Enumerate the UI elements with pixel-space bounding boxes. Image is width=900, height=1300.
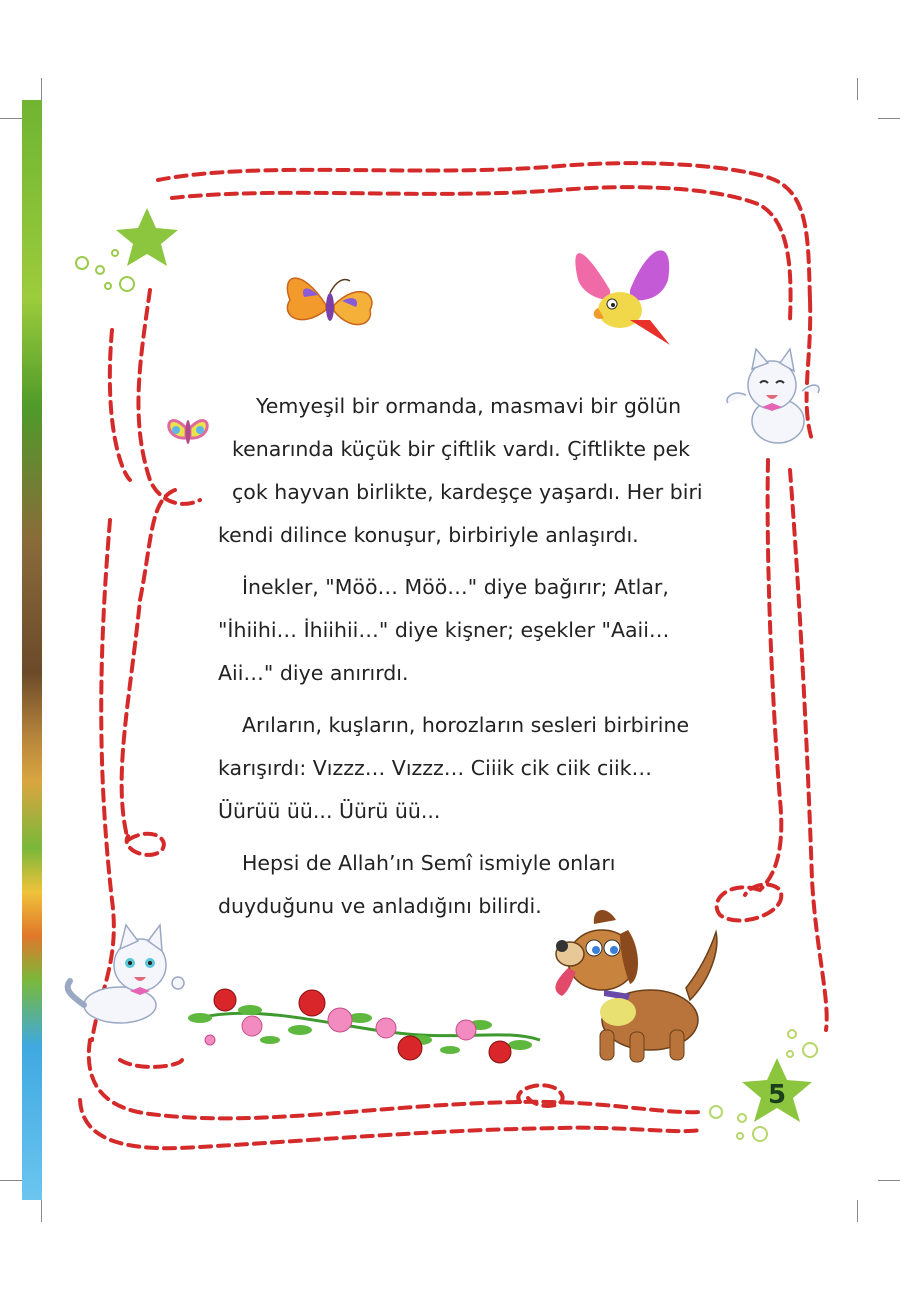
story-text — [218, 385, 708, 937]
bubbles-icon — [76, 250, 134, 291]
story-paragraph — [218, 385, 708, 557]
story-line: Aii…" diye anırırdı. — [218, 661, 409, 685]
green-star-icon — [116, 208, 178, 266]
small-butterfly-icon — [169, 420, 208, 444]
rose-garland-icon — [188, 989, 540, 1063]
story-line: karışırdı: Vızzz… Vızzz… Ciiik cik ciik ciik… — [218, 756, 653, 780]
story-paragraph — [218, 842, 708, 928]
butterfly-icon — [287, 278, 372, 324]
parrot-icon — [575, 250, 670, 345]
story-line: İnekler, "Möö… Möö…" diye bağırır; Atlar, — [242, 575, 669, 599]
story-line: Üürüü üü... Üürü üü... — [218, 799, 441, 823]
story-paragraph — [218, 704, 708, 833]
white-cat-icon — [68, 925, 184, 1023]
story-line: kendi dilince konuşur, birbiriyle anlaşırdı. — [218, 523, 639, 547]
story-line: Yemyeşil bir ormanda, masmavi bir gölün — [256, 394, 682, 418]
story-line: Hepsi de Allah’ın Semî ismiyle onları — [242, 851, 616, 875]
story-line: "İhiihi… İhiihii…" diye kişner; eşekler "Aaii… — [218, 618, 670, 642]
story-line: çok hayvan birlikte, kardeşçe yaşardı. Her biri — [232, 480, 703, 504]
story-paragraph — [218, 566, 708, 695]
page-number: 5 — [767, 1080, 787, 1110]
story-line: kenarında küçük bir çiftlik vardı. Çiftlikte pek — [232, 437, 691, 461]
story-line: Arıların, kuşların, horozların sesleri birbirine — [242, 713, 690, 737]
story-line: duyduğunu ve anladığını bilirdi. — [218, 894, 542, 918]
